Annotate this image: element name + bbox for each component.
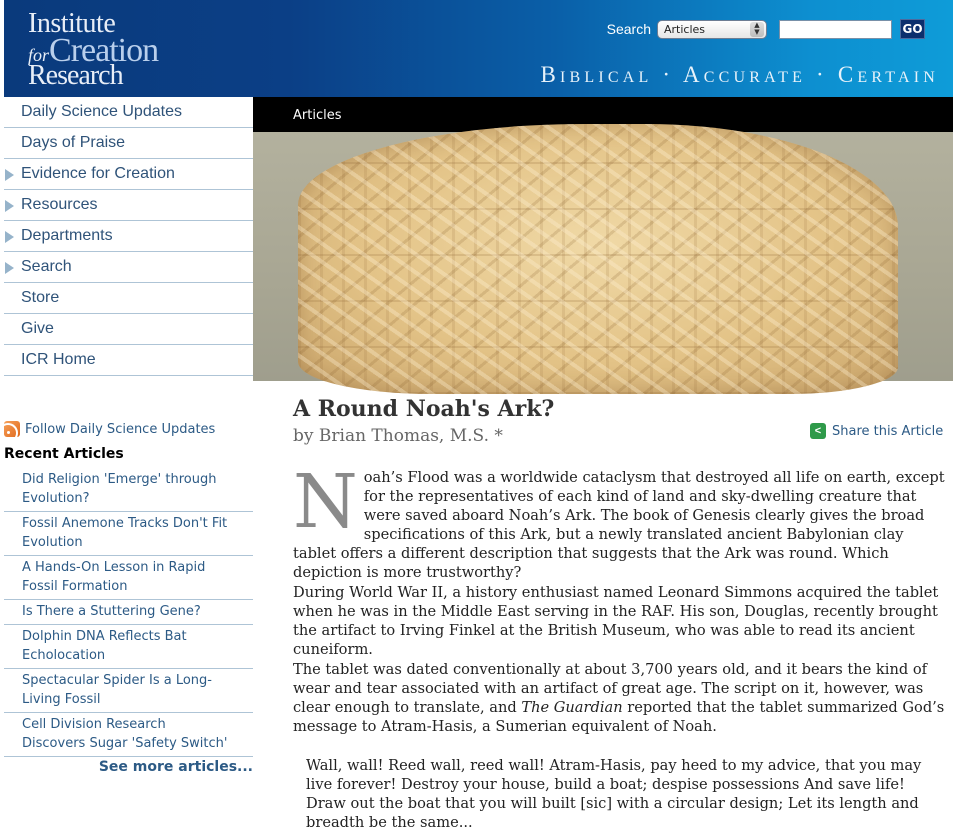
sidebar-item-label: Evidence for Creation — [21, 165, 175, 182]
tagline: Biblical · Accurate · Certain — [540, 62, 939, 87]
article-title: A Round Noah's Ark? — [293, 396, 555, 422]
sidebar-item-departments[interactable] — [4, 221, 253, 252]
logo-for: for — [28, 45, 50, 65]
paragraph-text: The tablet was dated conventionally at about 3,700 years old, and it bears the kind of wear and tear associated with an artifact of great age. The script on it, however, was clear enough to translate, and — [293, 661, 928, 716]
sidebar-item-store[interactable] — [4, 283, 253, 314]
logo-line-institute: Institute — [28, 8, 116, 39]
article-byline: by Brian Thomas, M.S. * — [293, 426, 503, 446]
article-paragraph — [293, 660, 949, 736]
search-scope-value: Articles — [664, 22, 706, 36]
sidebar-item-label: Departments — [21, 227, 113, 244]
recent-article-link[interactable]: Fossil Anemone Tracks Don't Fit Evolution — [4, 512, 253, 556]
hero-image-cuneiform-tablet — [253, 132, 953, 381]
article-paragraph — [293, 459, 949, 582]
publication-name: The Guardian — [521, 699, 623, 716]
sidebar-item-icr-home[interactable] — [4, 345, 253, 376]
follow-label: Follow Daily Science Updates — [25, 421, 216, 437]
expand-arrow-icon — [5, 169, 14, 181]
share-label: Share this Article — [832, 423, 944, 439]
recent-article-link[interactable]: Is There a Stuttering Gene? — [4, 600, 253, 625]
search-label: Search — [606, 21, 651, 37]
sidebar-item-resources[interactable] — [4, 190, 253, 221]
sidebar-item-label: Days of Praise — [21, 134, 126, 151]
sidebar-item-evidence-for-creation[interactable] — [4, 159, 253, 190]
sidebar-item-label: Search — [21, 258, 72, 275]
clay-tablet-image — [298, 124, 898, 394]
sidebar-nav — [4, 97, 253, 376]
sidebar-item-label: Give — [21, 320, 54, 337]
recent-articles-list — [4, 468, 253, 757]
recent-article-link[interactable]: Cell Division Research Discovers Sugar 'Safety Switch' — [4, 713, 253, 757]
recent-article-link[interactable]: Did Religion 'Emerge' through Evolution? — [4, 468, 253, 512]
sidebar-item-search[interactable] — [4, 252, 253, 283]
recent-article-link[interactable]: Spectacular Spider Is a Long-Living Fossil — [4, 669, 253, 713]
sidebar-item-label: Resources — [21, 196, 98, 213]
recent-articles-heading: Recent Articles — [4, 446, 124, 462]
expand-arrow-icon — [5, 262, 14, 274]
logo-creation: Creation — [49, 32, 159, 69]
sidebar-item-label: ICR Home — [21, 351, 96, 368]
select-arrows-icon: ▲ ▼ — [750, 22, 764, 37]
drop-cap: N — [293, 459, 358, 545]
site-header — [4, 0, 953, 97]
share-article-button[interactable] — [810, 423, 943, 439]
search-bar — [607, 19, 925, 39]
search-scope-select[interactable] — [657, 20, 767, 39]
share-icon: < — [810, 423, 826, 439]
sidebar-item-label: Daily Science Updates — [21, 103, 182, 120]
logo-line-research: Research — [28, 60, 123, 91]
recent-article-link[interactable]: Dolphin DNA Reflects Bat Echolocation — [4, 625, 253, 669]
follow-daily-science-updates-link[interactable] — [4, 421, 215, 437]
expand-arrow-icon — [5, 231, 14, 243]
sidebar-item-give[interactable] — [4, 314, 253, 345]
rss-icon — [4, 421, 20, 437]
see-more-articles-link[interactable]: See more articles... — [98, 759, 253, 775]
paragraph-text: reported that the tablet summarized God’s message to Atram-Hasis, a Sumerian equivalent of Noah. — [293, 699, 945, 735]
article-paragraph: During World War II, a history enthusiast named Leonard Simmons acquired the tablet when he was in the Middle East serving in the RAF. His son, Douglas, recently brought the artifact to Irving Finkel at the British Museum, who was able to read its ancient cuneiform. — [293, 584, 939, 658]
expand-arrow-icon — [5, 200, 14, 212]
breadcrumb-articles[interactable]: Articles — [293, 108, 342, 123]
article-blockquote: Wall, wall! Reed wall, reed wall! Atram-Hasis, pay heed to my advice, that you may live forever! Destroy your house, build a boat; despise possessions And save life! Draw out the boat that you will built [sic] with a circular design; Let its length and breadth be the same... — [306, 757, 922, 831]
go-button[interactable]: GO — [900, 19, 925, 39]
paragraph-text: oah’s Flood was a worldwide cataclysm that destroyed all life on earth, except for the representatives of each kind of land and sky-dwelling creature that were saved aboard Noah’s Ark. The book of Genesis clearly gives the broad specifications of this Ark, but a newly translated ancient Babylonian clay tablet offers a different description that suggests that the Ark was round. Which depiction is more trustworthy? — [293, 469, 945, 581]
search-input[interactable] — [779, 20, 892, 39]
sidebar-item-days-of-praise[interactable] — [4, 128, 253, 159]
sidebar-item-label: Store — [21, 289, 60, 306]
recent-article-link[interactable]: A Hands-On Lesson in Rapid Fossil Formation — [4, 556, 253, 600]
icr-logo[interactable] — [28, 10, 158, 90]
sidebar-item-daily-science-updates[interactable] — [4, 97, 253, 128]
